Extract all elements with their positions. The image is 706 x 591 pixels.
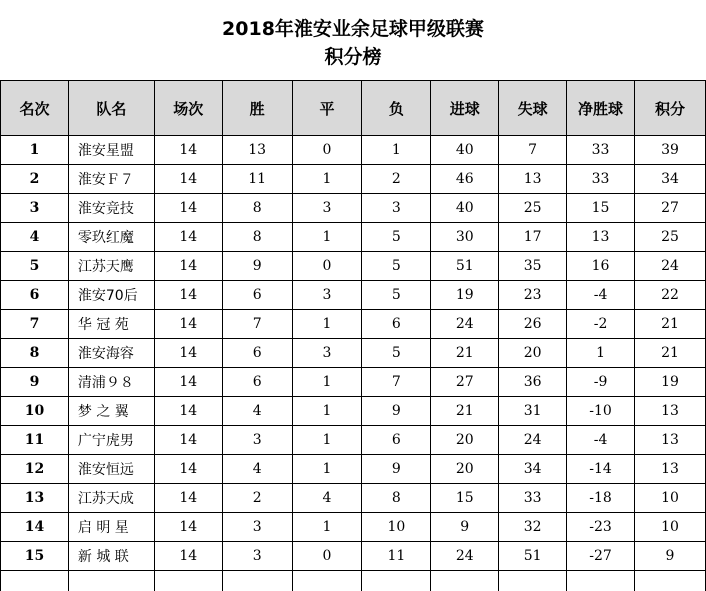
cell-team: 淮安70后	[68, 281, 154, 310]
cell-team: 梦 之 翼	[68, 397, 154, 426]
cell-losses: 1	[362, 136, 431, 165]
cell-points: 13	[635, 455, 706, 484]
cell-goals-against: 17	[499, 223, 567, 252]
cell-goal-diff: -4	[567, 281, 635, 310]
cell-draws: 0	[292, 542, 362, 571]
empty-row	[1, 571, 706, 591]
cell-rank: 4	[1, 223, 69, 252]
cell-goals-against: 24	[499, 426, 567, 455]
cell-team: 华 冠 苑	[68, 310, 154, 339]
cell-played: 14	[154, 281, 222, 310]
table-row	[1, 223, 706, 252]
cell-losses: 5	[362, 223, 431, 252]
cell-losses: 3	[362, 194, 431, 223]
cell-rank: 9	[1, 368, 69, 397]
cell-played: 14	[154, 194, 222, 223]
cell-points: 34	[635, 165, 706, 194]
cell-draws: 3	[292, 194, 362, 223]
cell-points: 10	[635, 513, 706, 542]
cell-team: 清浦９８	[68, 368, 154, 397]
cell-team: 淮安Ｆ７	[68, 165, 154, 194]
cell-team: 淮安竞技	[68, 194, 154, 223]
cell-rank: 1	[1, 136, 69, 165]
cell-draws: 1	[292, 310, 362, 339]
table-row	[1, 339, 706, 368]
cell-draws: 3	[292, 281, 362, 310]
cell-team: 淮安星盟	[68, 136, 154, 165]
cell-goals-against: 35	[499, 252, 567, 281]
cell-wins: 7	[222, 310, 292, 339]
cell-goal-diff: 15	[567, 194, 635, 223]
cell-rank: 6	[1, 281, 69, 310]
cell-played: 14	[154, 484, 222, 513]
table-row	[1, 281, 706, 310]
cell-wins: 3	[222, 426, 292, 455]
cell-wins: 8	[222, 194, 292, 223]
cell-points: 10	[635, 484, 706, 513]
table-header	[1, 81, 706, 136]
cell-played: 14	[154, 252, 222, 281]
cell-wins: 4	[222, 455, 292, 484]
cell-wins: 3	[222, 542, 292, 571]
cell-goal-diff: -2	[567, 310, 635, 339]
cell-goals-for: 46	[431, 165, 499, 194]
cell-played: 14	[154, 368, 222, 397]
cell-goals-for: 40	[431, 194, 499, 223]
cell-team: 广宁虎男	[68, 426, 154, 455]
cell-goals-for: 20	[431, 455, 499, 484]
cell-points: 9	[635, 542, 706, 571]
table-row	[1, 194, 706, 223]
cell-rank: 8	[1, 339, 69, 368]
cell-wins: 6	[222, 281, 292, 310]
cell-played: 14	[154, 455, 222, 484]
page-subtitle: 积分榜	[0, 45, 706, 69]
header-losses: 负	[362, 81, 431, 136]
table-row	[1, 484, 706, 513]
table-row	[1, 542, 706, 571]
cell-played: 14	[154, 223, 222, 252]
cell-losses: 7	[362, 368, 431, 397]
cell-rank: 14	[1, 513, 69, 542]
cell-wins: 3	[222, 513, 292, 542]
cell-draws: 0	[292, 252, 362, 281]
cell-wins: 8	[222, 223, 292, 252]
cell-goals-for: 20	[431, 426, 499, 455]
cell-losses: 6	[362, 426, 431, 455]
cell-team: 启 明 星	[68, 513, 154, 542]
cell-wins: 11	[222, 165, 292, 194]
cell-draws: 1	[292, 165, 362, 194]
cell-goals-against: 31	[499, 397, 567, 426]
table-row	[1, 455, 706, 484]
cell-losses: 6	[362, 310, 431, 339]
cell-points: 22	[635, 281, 706, 310]
cell-losses: 2	[362, 165, 431, 194]
cell-wins: 13	[222, 136, 292, 165]
cell-goal-diff: 16	[567, 252, 635, 281]
cell-goal-diff: 33	[567, 136, 635, 165]
cell-losses: 9	[362, 455, 431, 484]
header-points: 积分	[635, 81, 706, 136]
cell-goals-against: 20	[499, 339, 567, 368]
cell-played: 14	[154, 339, 222, 368]
cell-played: 14	[154, 136, 222, 165]
header-goals-for: 进球	[431, 81, 499, 136]
header-goal-diff: 净胜球	[567, 81, 635, 136]
cell-goal-diff: -23	[567, 513, 635, 542]
cell-goals-for: 24	[431, 542, 499, 571]
cell-losses: 9	[362, 397, 431, 426]
cell-goal-diff: 13	[567, 223, 635, 252]
cell-draws: 1	[292, 513, 362, 542]
cell-goals-for: 27	[431, 368, 499, 397]
cell-draws: 1	[292, 397, 362, 426]
cell-goal-diff: -9	[567, 368, 635, 397]
cell-rank: 5	[1, 252, 69, 281]
cell-losses: 8	[362, 484, 431, 513]
cell-goals-against: 7	[499, 136, 567, 165]
cell-team: 新 城 联	[68, 542, 154, 571]
cell-wins: 9	[222, 252, 292, 281]
cell-losses: 5	[362, 339, 431, 368]
cell-goals-for: 19	[431, 281, 499, 310]
cell-goals-for: 40	[431, 136, 499, 165]
cell-wins: 2	[222, 484, 292, 513]
cell-points: 19	[635, 368, 706, 397]
cell-points: 13	[635, 397, 706, 426]
cell-rank: 11	[1, 426, 69, 455]
header-rank: 名次	[1, 81, 69, 136]
table-row	[1, 165, 706, 194]
header-goals-against: 失球	[499, 81, 567, 136]
cell-played: 14	[154, 513, 222, 542]
cell-points: 21	[635, 339, 706, 368]
cell-points: 24	[635, 252, 706, 281]
cell-points: 39	[635, 136, 706, 165]
cell-points: 21	[635, 310, 706, 339]
header-wins: 胜	[222, 81, 292, 136]
cell-goals-against: 36	[499, 368, 567, 397]
cell-goal-diff: -10	[567, 397, 635, 426]
cell-goals-against: 26	[499, 310, 567, 339]
cell-losses: 10	[362, 513, 431, 542]
cell-wins: 4	[222, 397, 292, 426]
table-row	[1, 368, 706, 397]
cell-played: 14	[154, 165, 222, 194]
cell-team: 江苏天鹰	[68, 252, 154, 281]
cell-draws: 4	[292, 484, 362, 513]
cell-goal-diff: -18	[567, 484, 635, 513]
cell-points: 27	[635, 194, 706, 223]
cell-goals-for: 24	[431, 310, 499, 339]
cell-draws: 1	[292, 223, 362, 252]
table-row	[1, 397, 706, 426]
cell-goal-diff: 1	[567, 339, 635, 368]
cell-team: 江苏天成	[68, 484, 154, 513]
header-team: 队名	[68, 81, 154, 136]
cell-rank: 12	[1, 455, 69, 484]
cell-goals-for: 9	[431, 513, 499, 542]
cell-goal-diff: -14	[567, 455, 635, 484]
cell-wins: 6	[222, 339, 292, 368]
cell-played: 14	[154, 397, 222, 426]
cell-goals-against: 33	[499, 484, 567, 513]
table-body	[1, 136, 706, 591]
cell-goals-against: 32	[499, 513, 567, 542]
header-row	[1, 81, 706, 136]
cell-points: 25	[635, 223, 706, 252]
cell-goals-against: 23	[499, 281, 567, 310]
cell-draws: 1	[292, 426, 362, 455]
cell-rank: 10	[1, 397, 69, 426]
header-draws: 平	[292, 81, 362, 136]
page-title: 2018年淮安业余足球甲级联赛	[0, 17, 706, 41]
cell-played: 14	[154, 310, 222, 339]
cell-goals-against: 34	[499, 455, 567, 484]
cell-goals-against: 51	[499, 542, 567, 571]
cell-rank: 3	[1, 194, 69, 223]
cell-goals-for: 15	[431, 484, 499, 513]
cell-team: 淮安恒远	[68, 455, 154, 484]
cell-rank: 2	[1, 165, 69, 194]
table-row	[1, 136, 706, 165]
cell-draws: 0	[292, 136, 362, 165]
cell-points: 13	[635, 426, 706, 455]
cell-rank: 7	[1, 310, 69, 339]
cell-rank: 13	[1, 484, 69, 513]
cell-goals-for: 51	[431, 252, 499, 281]
cell-losses: 11	[362, 542, 431, 571]
table-row	[1, 310, 706, 339]
header-played: 场次	[154, 81, 222, 136]
cell-goals-for: 21	[431, 339, 499, 368]
cell-team: 淮安海容	[68, 339, 154, 368]
cell-played: 14	[154, 542, 222, 571]
table-row	[1, 513, 706, 542]
cell-team: 零玖红魔	[68, 223, 154, 252]
cell-played: 14	[154, 426, 222, 455]
cell-losses: 5	[362, 252, 431, 281]
cell-goal-diff: -27	[567, 542, 635, 571]
cell-goal-diff: -4	[567, 426, 635, 455]
cell-draws: 1	[292, 368, 362, 397]
cell-goals-for: 30	[431, 223, 499, 252]
cell-rank: 15	[1, 542, 69, 571]
cell-draws: 1	[292, 455, 362, 484]
cell-losses: 5	[362, 281, 431, 310]
cell-wins: 6	[222, 368, 292, 397]
table-row	[1, 252, 706, 281]
cell-draws: 3	[292, 339, 362, 368]
cell-goals-against: 13	[499, 165, 567, 194]
cell-goals-against: 25	[499, 194, 567, 223]
cell-goals-for: 21	[431, 397, 499, 426]
standings-table	[0, 80, 706, 591]
table-row	[1, 426, 706, 455]
cell-goal-diff: 33	[567, 165, 635, 194]
